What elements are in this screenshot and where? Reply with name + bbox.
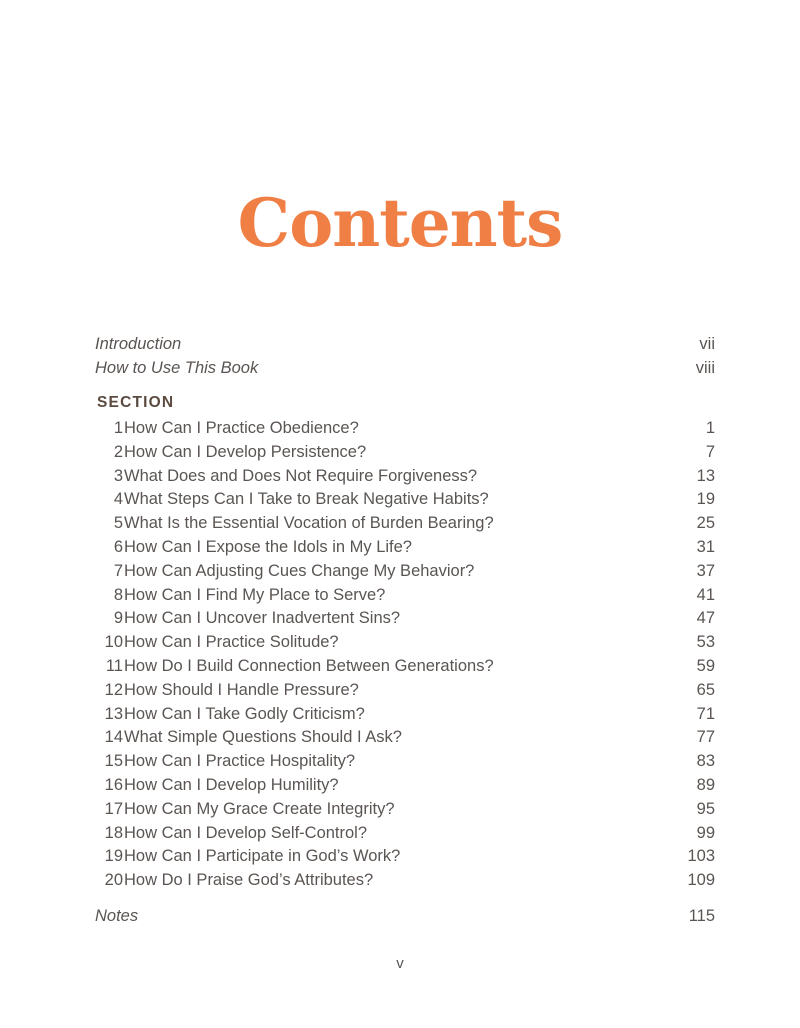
chapter-title: How Can I Practice Hospitality?	[124, 752, 356, 771]
toc-entry-label: Introduction	[95, 335, 182, 353]
chapter-number: 20	[104, 871, 123, 890]
toc-chapter-6[interactable]	[95, 536, 715, 560]
chapter-number: 11	[105, 656, 123, 675]
toc-chapter-20[interactable]	[95, 869, 715, 893]
chapter-title: How Do I Praise God’s Attributes?	[124, 871, 374, 890]
toc-entry-label: How to Use This Book	[95, 358, 259, 377]
toc-entry-how-to-use[interactable]	[95, 357, 715, 381]
chapter-page: 13	[696, 466, 715, 485]
front-matter-list	[95, 333, 715, 381]
chapter-number: 4	[113, 490, 123, 509]
toc-chapter-12[interactable]	[95, 679, 715, 703]
chapter-title: How Should I Handle Pressure?	[124, 680, 359, 699]
chapter-title: How Can I Practice Solitude?	[124, 633, 339, 652]
toc-chapter-1[interactable]	[95, 417, 715, 441]
toc-chapter-5[interactable]	[95, 512, 715, 536]
chapter-title: How Can I Take Godly Criticism?	[124, 704, 365, 723]
chapter-number: 10	[104, 633, 123, 652]
chapter-page: 31	[696, 537, 715, 556]
section-heading: SECTION	[97, 394, 175, 411]
chapter-number: 14	[104, 728, 123, 747]
chapter-title: What Steps Can I Take to Break Negative Habits?	[124, 490, 489, 509]
chapter-number: 19	[104, 847, 123, 866]
chapter-page: 99	[696, 823, 715, 842]
chapter-number: 13	[104, 704, 123, 723]
chapter-page: 53	[696, 633, 715, 652]
chapter-number: 3	[113, 466, 123, 485]
toc-entry-notes[interactable]	[95, 905, 715, 929]
toc-chapter-11[interactable]	[95, 655, 715, 679]
chapter-number: 17	[104, 799, 123, 818]
chapter-list	[95, 417, 715, 893]
chapter-title: What Simple Questions Should I Ask?	[124, 728, 402, 747]
chapter-title: How Can My Grace Create Integrity?	[124, 799, 395, 818]
chapter-page: 83	[696, 752, 715, 771]
chapter-number: 7	[113, 561, 123, 580]
page-number: v	[396, 955, 404, 972]
chapter-title: How Can I Participate in God’s Work?	[124, 847, 401, 866]
chapter-page: 95	[696, 799, 715, 818]
chapter-page: 41	[696, 585, 715, 604]
chapter-number: 18	[104, 823, 123, 842]
chapter-page: 47	[696, 609, 715, 628]
chapter-title: What Is the Essential Vocation of Burden Bearing?	[124, 514, 494, 533]
toc-chapter-19[interactable]	[95, 845, 715, 869]
chapter-page: 109	[687, 871, 715, 890]
toc-entry-introduction[interactable]	[95, 333, 715, 357]
toc-chapter-16[interactable]	[95, 774, 715, 798]
toc-chapter-2[interactable]	[95, 441, 715, 465]
chapter-page: 25	[696, 514, 715, 533]
chapter-page: 77	[696, 728, 715, 747]
chapter-number: 15	[104, 752, 123, 771]
chapter-page: 37	[696, 561, 715, 580]
chapter-page: 65	[696, 680, 715, 699]
toc-chapter-10[interactable]	[95, 631, 715, 655]
chapter-number: 2	[113, 442, 123, 461]
toc-chapter-13[interactable]	[95, 703, 715, 727]
toc-entry-label: Notes	[95, 907, 139, 925]
page-title: Contents	[237, 184, 563, 262]
chapter-title: How Can I Develop Persistence?	[124, 442, 367, 461]
toc-chapter-3[interactable]	[95, 465, 715, 489]
chapter-number: 5	[113, 514, 123, 533]
toc-chapter-17[interactable]	[95, 798, 715, 822]
chapter-title: How Can I Expose the Idols in My Life?	[124, 537, 412, 556]
chapter-title: How Do I Build Connection Between Generations?	[124, 656, 494, 675]
chapter-number: 12	[104, 680, 123, 699]
chapter-title: How Can I Uncover Inadvertent Sins?	[124, 609, 401, 628]
chapter-page: 1	[705, 419, 715, 437]
chapter-title: How Can I Practice Obedience?	[124, 419, 359, 437]
chapter-page: 19	[696, 490, 715, 509]
chapter-page: 71	[696, 704, 715, 723]
chapter-number: 6	[113, 537, 123, 556]
chapter-number: 8	[113, 585, 123, 604]
toc-chapter-7[interactable]	[95, 560, 715, 584]
chapter-number: 9	[113, 609, 123, 628]
chapter-title: How Can I Develop Self-Control?	[124, 823, 368, 842]
toc-chapter-4[interactable]	[95, 488, 715, 512]
chapter-title: What Does and Does Not Require Forgiveness?	[124, 466, 478, 485]
chapter-page: 89	[696, 775, 715, 794]
toc-chapter-15[interactable]	[95, 750, 715, 774]
toc-entry-page: viii	[695, 358, 715, 377]
chapter-page: 103	[687, 847, 715, 866]
chapter-title: How Can Adjusting Cues Change My Behavior?	[124, 561, 475, 580]
chapter-page: 59	[696, 656, 715, 675]
chapter-page: 7	[705, 442, 715, 461]
toc-chapter-8[interactable]	[95, 584, 715, 608]
toc-chapter-18[interactable]	[95, 822, 715, 846]
chapter-title: How Can I Develop Humility?	[124, 775, 339, 794]
toc-entry-page: vii	[699, 335, 715, 353]
chapter-number: 16	[104, 775, 123, 794]
back-matter-list	[95, 905, 715, 929]
toc-chapter-14[interactable]	[95, 726, 715, 750]
toc-entry-page: 115	[688, 907, 715, 925]
chapter-number: 1	[113, 419, 123, 437]
toc-chapter-9[interactable]	[95, 607, 715, 631]
chapter-title: How Can I Find My Place to Serve?	[124, 585, 386, 604]
